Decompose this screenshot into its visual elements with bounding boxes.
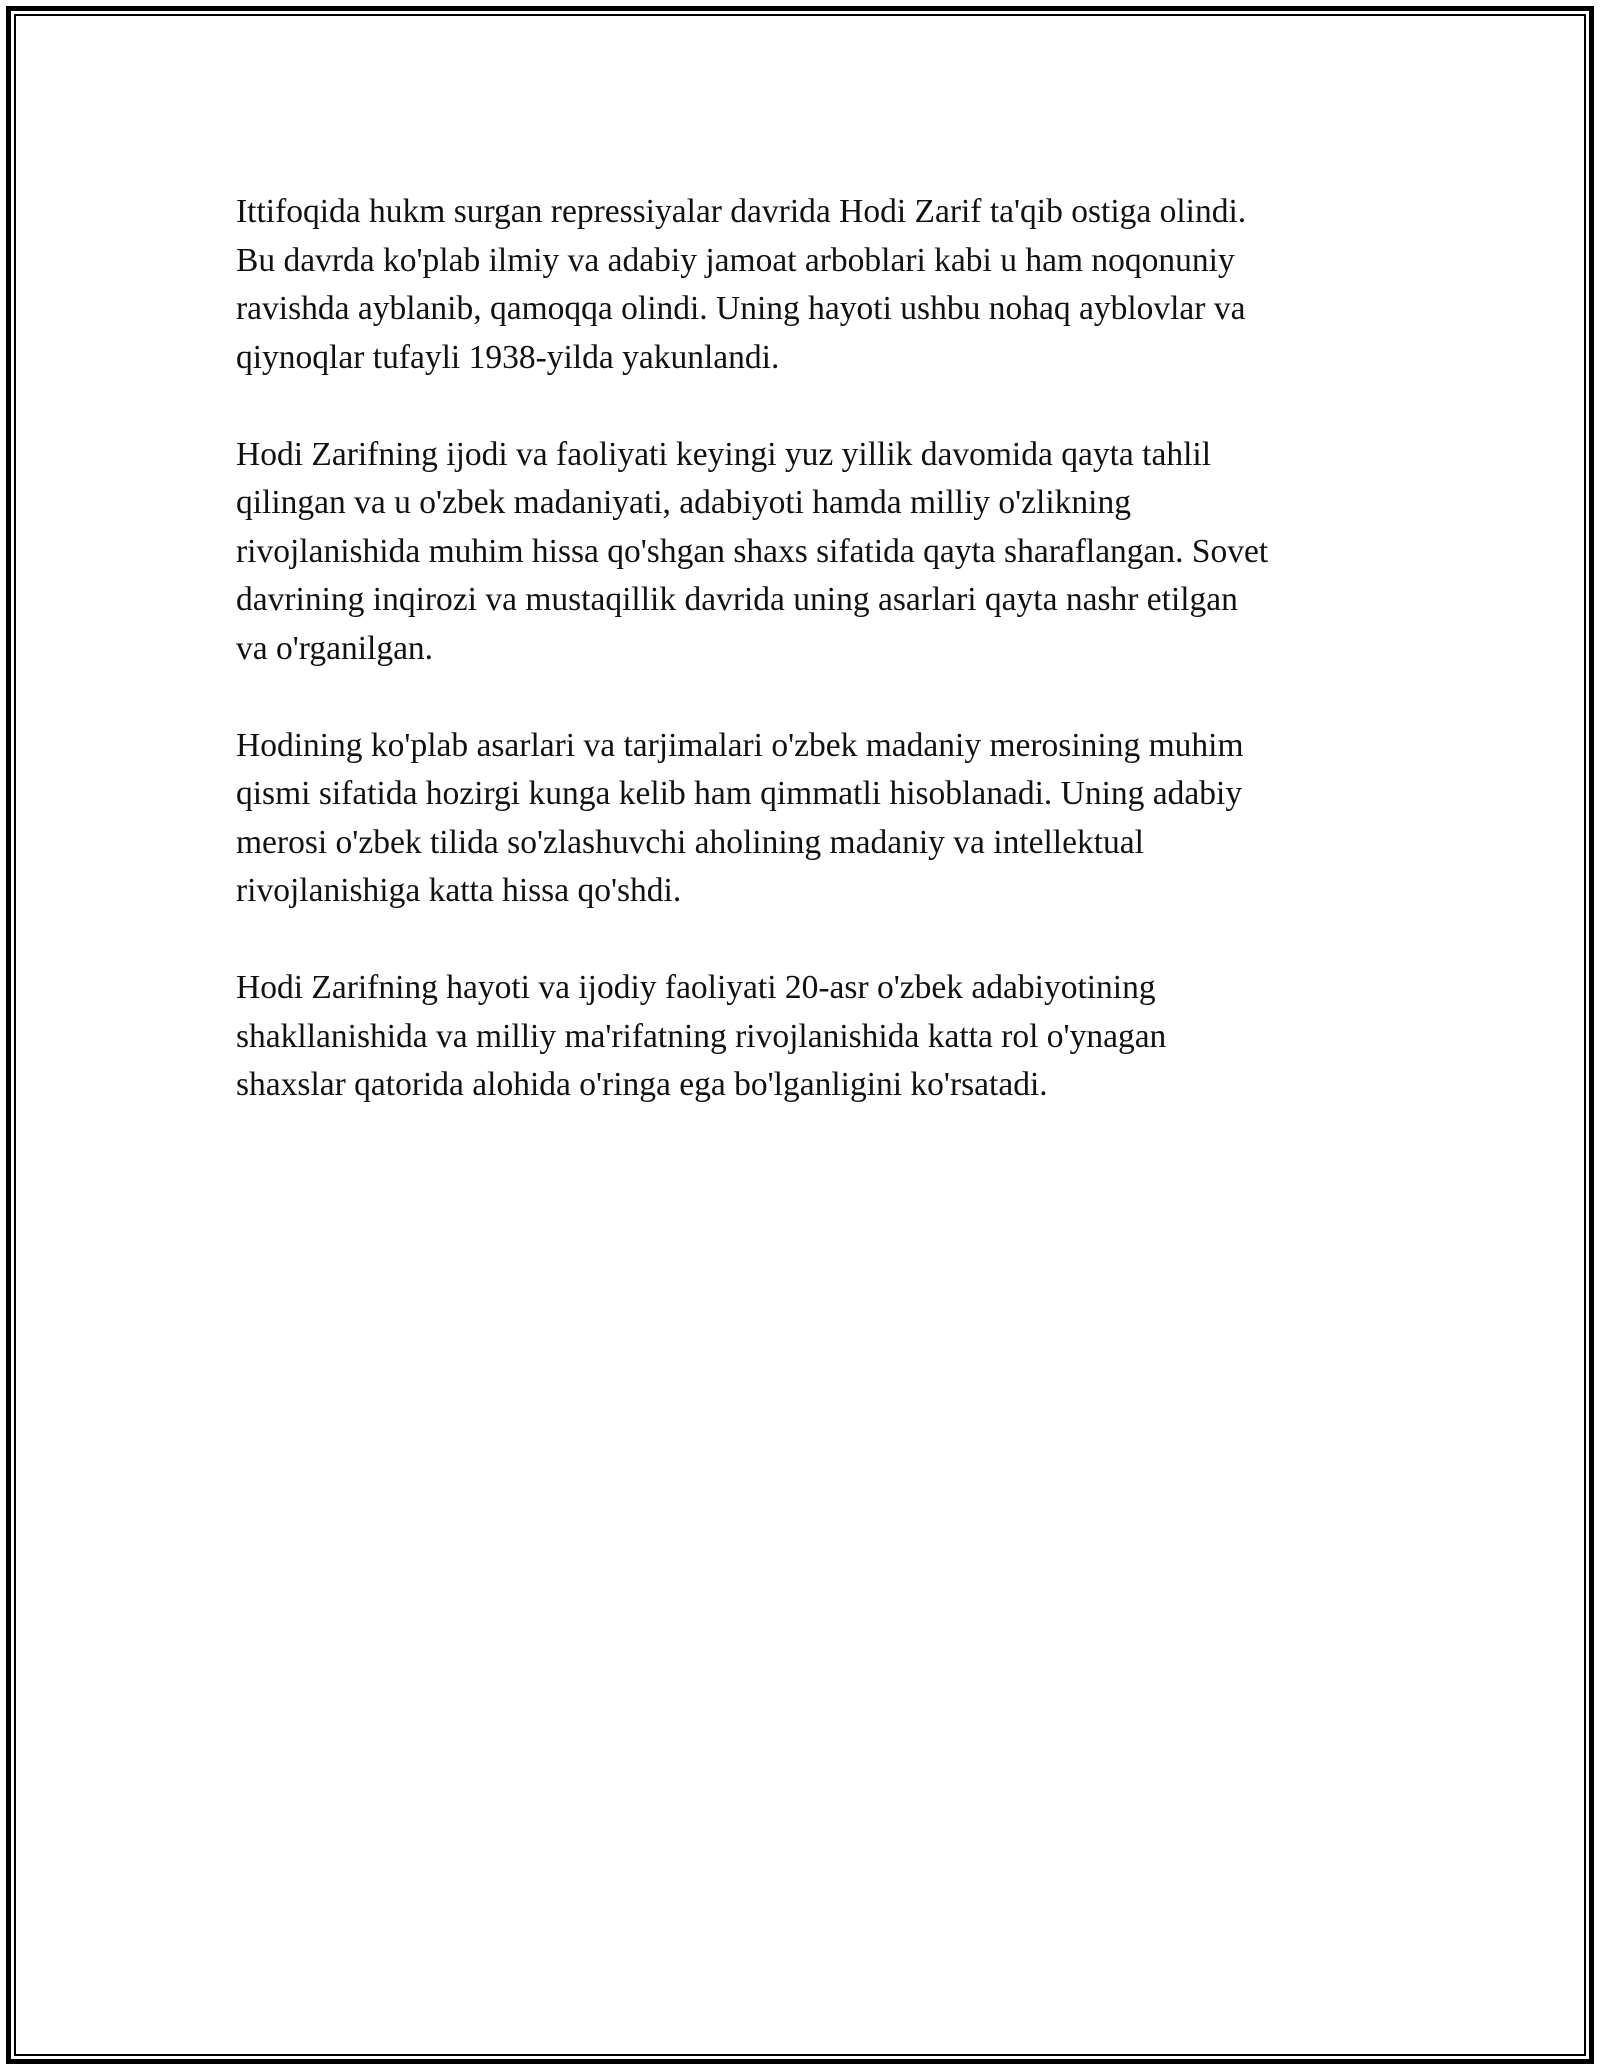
- paragraph-line: davrining inqirozi va mustaqillik davrida uning asarlari qayta nashr etilgan: [236, 581, 1238, 618]
- paragraph-line: shaxslar qatorida alohida o'ringa ega bo'lganligini ko'rsatadi.: [236, 1066, 1048, 1103]
- paragraph-line: qiynoqlar tufayli 1938-yilda yakunlandi.: [236, 338, 780, 376]
- paragraph-4: [236, 964, 1376, 1110]
- paragraph-line: va o'rganilgan.: [236, 629, 434, 667]
- paragraph-line: shakllanishida va milliy ma'rifatning rivojlanishida katta rol o'ynagan: [236, 1017, 1167, 1055]
- paragraph-line: rivojlanishiga katta hissa qo'shdi.: [236, 872, 682, 909]
- paragraph-line: rivojlanishida muhim hissa qo'shgan shaxs sifatida qayta sharaflangan. Sovet: [236, 532, 1269, 570]
- paragraph-line: merosi o'zbek tilida so'zlashuvchi aholining madaniy va intellektual: [236, 823, 1144, 861]
- paragraph-line: ravishda ayblanib, qamoqqa olindi. Uning hayoti ushbu nohaq ayblovlar va: [236, 290, 1246, 327]
- paragraph-line: qilingan va u o'zbek madaniyati, adabiyoti hamda milliy o'zlikning: [236, 484, 1131, 521]
- paragraph-line: Bu davrda ko'plab ilmiy va adabiy jamoat arboblari kabi u ham noqonuniy: [236, 241, 1235, 279]
- paragraph-line: qismi sifatida hozirgi kunga kelib ham qimmatli hisoblanadi. Uning adabiy: [236, 775, 1243, 812]
- document-body: [236, 188, 1376, 1158]
- paragraph-line: Hodining ko'plab asarlari va tarjimalari o'zbek madaniy merosining muhim: [236, 726, 1244, 764]
- paragraph-line: Ittifoqida hukm surgan repressiyalar davrida Hodi Zarif ta'qib ostiga olindi.: [236, 193, 1247, 230]
- paragraph-line: Hodi Zarifning ijodi va faoliyati keyingi yuz yillik davomida qayta tahlil: [236, 435, 1212, 473]
- paragraph-1: [236, 188, 1376, 382]
- paragraph-3: [236, 722, 1376, 916]
- paragraph-line: Hodi Zarifning hayoti va ijodiy faoliyati 20-asr o'zbek adabiyotining: [236, 969, 1156, 1006]
- paragraph-2: [236, 431, 1376, 674]
